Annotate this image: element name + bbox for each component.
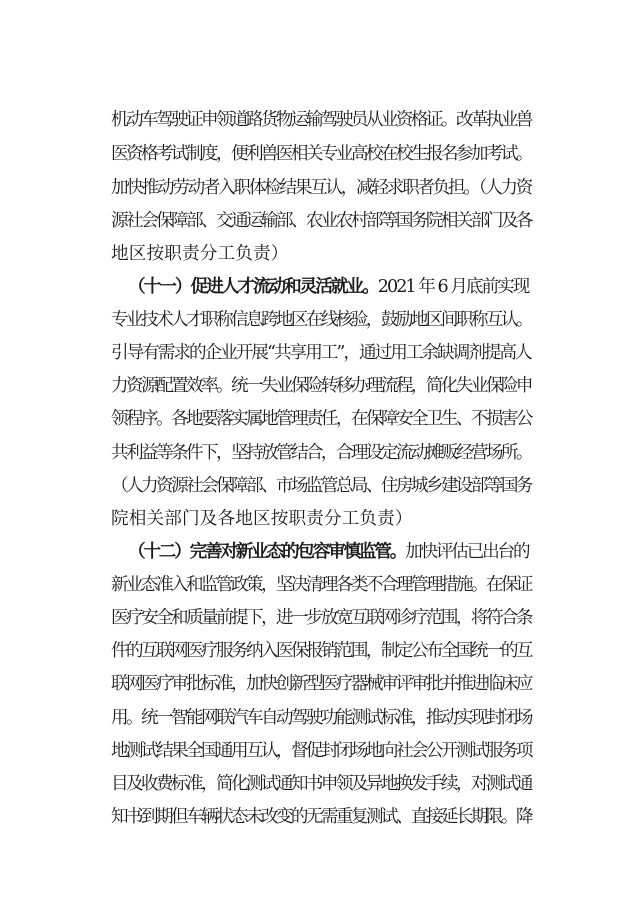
- section-heading: （十二）完善对新业态的包容审慎监管。: [128, 542, 406, 562]
- text-line: 联网医疗审批标准，加快创新型医疗器械审评审批并推进临床应: [111, 674, 531, 694]
- text-line: 知书到期但车辆状态未改变的无需重复测试、直接延长期限。降: [111, 807, 531, 827]
- text-line: 地测试结果全国通用互认，督促封闭场地向社会公开测试服务项: [111, 741, 531, 761]
- text-line: 院相关部门及各地区按职责分工负责）: [111, 509, 413, 529]
- text-line: 医资格考试制度，便利兽医相关专业高校在校生报名参加考试。: [111, 144, 531, 164]
- text-line: 机动车驾驶证申领道路货物运输驾驶员从业资格证。改革执业兽: [111, 110, 531, 130]
- text-line: 医疗安全和质量前提下，进一步放宽互联网诊疗范围，将符合条: [111, 608, 531, 628]
- text-line: 目及收费标准，简化测试通知书申领及异地换发手续，对测试通: [111, 774, 531, 794]
- section-12-first-line: [128, 540, 528, 564]
- text-line: 力资源配置效率。统一失业保险转移办理流程，简化失业保险申: [111, 376, 531, 396]
- section-text: 2021 年 6 月底前实现: [377, 277, 529, 297]
- section-heading: （十一）促进人才流动和灵活就业。: [128, 277, 378, 297]
- text-line: 领程序。各地要落实属地管理责任，在保障安全卫生、不损害公: [111, 409, 531, 429]
- text-line: 地区按职责分工负责）: [111, 244, 289, 264]
- text-line: 引导有需求的企业开展“共享用工”，通过用工余缺调剂提高人: [111, 343, 531, 363]
- text-line: 源社会保障部、交通运输部、农业农村部等国务院相关部门及各: [111, 211, 531, 231]
- text-line: 加快推动劳动者入职体检结果互认，减轻求职者负担。（人力资: [111, 178, 532, 198]
- text-line: 专业技术人才职称信息跨地区在线核验，鼓励地区间职称互认。: [111, 310, 531, 330]
- text-line: 用。统一智能网联汽车自动驾驶功能测试标准，推动实现封闭场: [111, 708, 531, 728]
- text-line: 新业态准入和监管政策，坚决清理各类不合理管理措施。在保证: [111, 575, 531, 595]
- text-line: 共利益等条件下，坚持放管结合，合理设定流动摊贩经营场所。: [111, 443, 531, 463]
- text-line: 件的互联网医疗服务纳入医保报销范围，制定公布全国统一的互: [111, 641, 531, 661]
- section-11-first-line: [128, 275, 528, 299]
- text-line: （人力资源社会保障部、市场监管总局、住房城乡建设部等国务: [111, 476, 531, 496]
- section-text: 加快评估已出台的: [405, 542, 529, 562]
